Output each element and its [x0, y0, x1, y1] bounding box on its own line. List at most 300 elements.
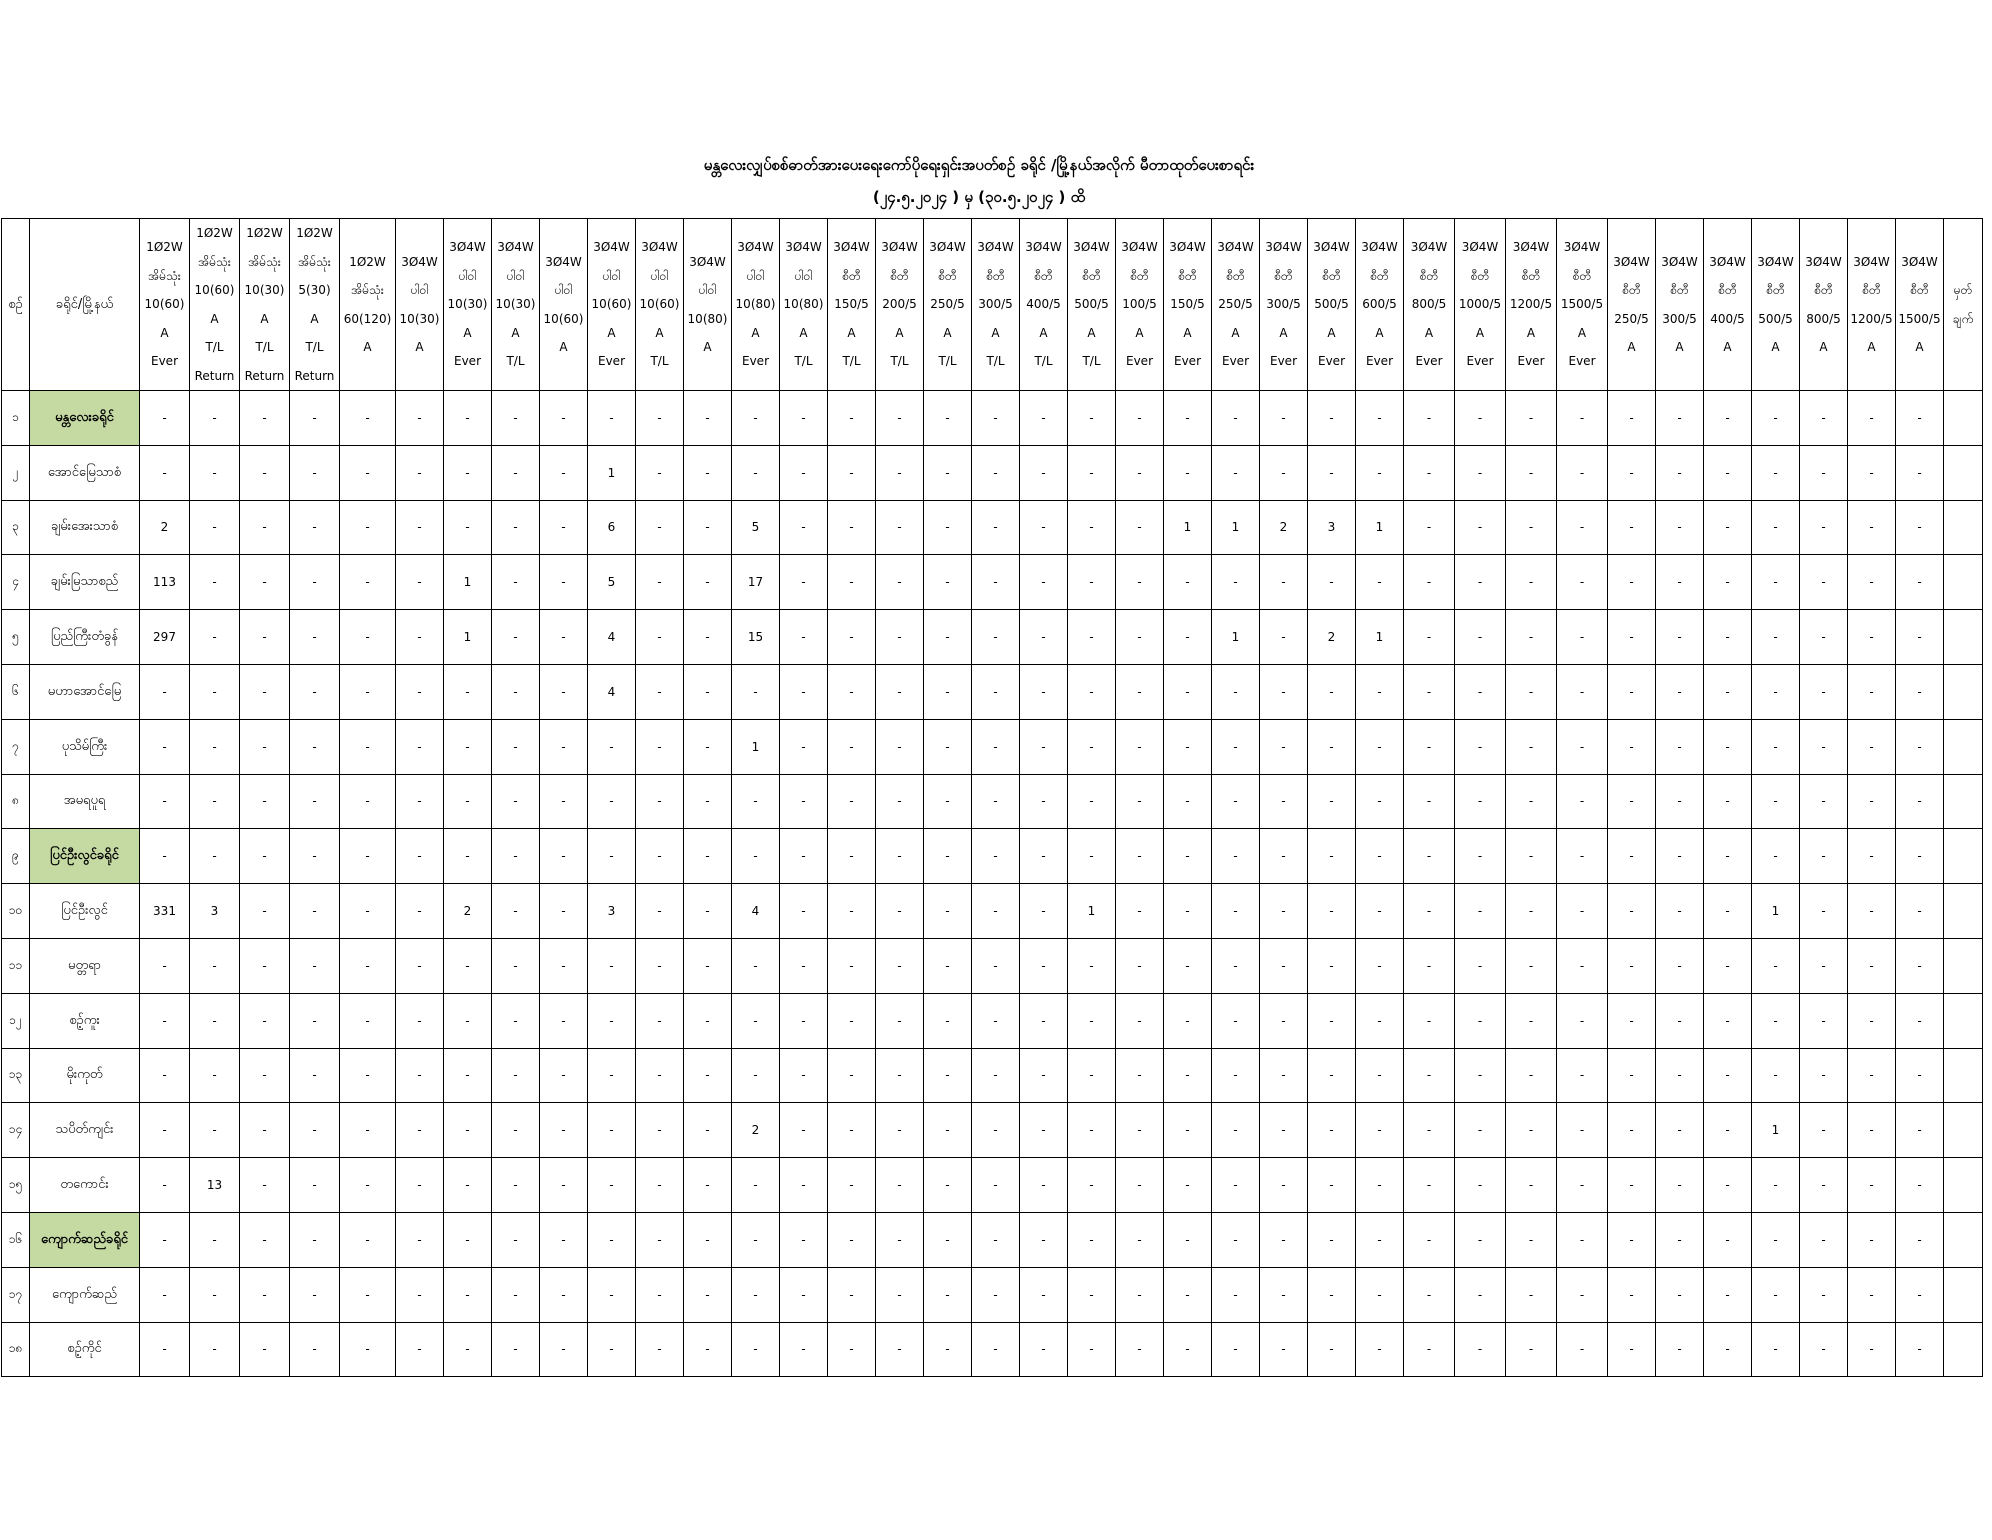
value-cell: - [240, 1048, 290, 1103]
value-cell: - [588, 1267, 636, 1322]
header-line: 600/5 [1362, 297, 1397, 312]
value-cell: - [1455, 1048, 1506, 1103]
value-cell: - [1404, 829, 1455, 884]
header-line: 250/5 [1614, 311, 1649, 326]
header-line: 1Ø2W [146, 240, 183, 255]
header-line: A [655, 325, 664, 340]
value-cell: - [540, 391, 588, 446]
header-line: 1Ø2W [349, 254, 386, 269]
value-cell: 4 [588, 664, 636, 719]
header-line: ပါဝါ [794, 268, 813, 283]
header-line: စီတီ [1274, 268, 1293, 283]
value-cell: - [1404, 1212, 1455, 1267]
value-cell: - [876, 1158, 924, 1213]
value-cell: - [972, 774, 1020, 829]
header-line: T/L [938, 354, 957, 369]
value-cell: - [1455, 829, 1506, 884]
value-cell: - [1212, 1267, 1260, 1322]
value-cell: - [1848, 1158, 1896, 1213]
header-line: ပါဝါ [602, 268, 621, 283]
value-cell: - [1164, 719, 1212, 774]
value-cell: - [444, 993, 492, 1048]
value-cell: - [1308, 1048, 1356, 1103]
value-cell: - [684, 829, 732, 884]
value-cell: - [780, 555, 828, 610]
value-cell: - [1800, 500, 1848, 555]
header-line: T/L [1082, 354, 1101, 369]
header-line: 200/5 [882, 297, 917, 312]
value-cell: - [924, 664, 972, 719]
value-cell: - [732, 774, 780, 829]
header-line: T/L [506, 354, 525, 369]
row-serial: ၈ [2, 774, 30, 829]
value-cell: - [1506, 1048, 1557, 1103]
value-cell: - [290, 1158, 340, 1213]
value-cell: - [1704, 938, 1752, 993]
value-cell: - [1212, 664, 1260, 719]
value-cell: - [1020, 1267, 1068, 1322]
value-cell: - [1068, 993, 1116, 1048]
remarks-cell [1944, 555, 1983, 610]
header-column [1608, 219, 1656, 391]
value-cell: 1 [1068, 884, 1116, 939]
value-cell: - [828, 993, 876, 1048]
value-cell: - [140, 1267, 190, 1322]
value-cell: - [1656, 555, 1704, 610]
header-column [444, 219, 492, 391]
header-line: Ever [742, 354, 769, 369]
value-cell: - [1455, 774, 1506, 829]
value-cell: - [492, 664, 540, 719]
value-cell: - [1608, 774, 1656, 829]
remarks-cell [1944, 664, 1983, 719]
value-cell: - [1455, 938, 1506, 993]
value-cell: - [1212, 719, 1260, 774]
header-line: 3Ø4W [1410, 240, 1448, 255]
header-line: Return [194, 368, 235, 383]
header-line: Return [244, 368, 285, 383]
value-cell: - [972, 1048, 1020, 1103]
value-cell: - [140, 1322, 190, 1377]
value-cell: - [492, 884, 540, 939]
value-cell: - [1656, 938, 1704, 993]
value-cell: - [240, 938, 290, 993]
value-cell: - [444, 774, 492, 829]
value-cell: - [1404, 500, 1455, 555]
value-cell: - [396, 829, 444, 884]
header-line: စီတီ [1572, 268, 1592, 283]
header-line: စီတီ [1718, 283, 1737, 297]
value-cell: - [1704, 664, 1752, 719]
header-line: 3Ø4W [1805, 254, 1842, 269]
value-cell: - [1506, 555, 1557, 610]
value-cell: - [190, 391, 240, 446]
value-cell: - [1164, 1267, 1212, 1322]
value-cell: - [924, 391, 972, 446]
township-name-cell: ကျောက်ဆည် [30, 1267, 140, 1322]
value-cell: - [1557, 391, 1608, 446]
value-cell: - [1116, 664, 1164, 719]
value-cell: - [340, 664, 396, 719]
value-cell: 3 [190, 884, 240, 939]
value-cell: - [1020, 829, 1068, 884]
value-cell: - [290, 1103, 340, 1158]
value-cell: - [1404, 610, 1455, 665]
header-line: 5(30) [298, 283, 331, 297]
township-name-cell: အောင်မြေသာစံ [30, 445, 140, 500]
value-cell: - [1848, 719, 1896, 774]
value-cell: - [396, 500, 444, 555]
value-cell: - [1212, 555, 1260, 610]
header-column [1557, 219, 1608, 391]
value-cell: - [828, 1048, 876, 1103]
value-cell: - [1356, 1267, 1404, 1322]
header-line: 3Ø4W [1709, 254, 1746, 269]
header-remarks-line: မှတ် [1953, 283, 1973, 297]
value-cell: - [1308, 829, 1356, 884]
value-cell: - [540, 1322, 588, 1377]
remarks-cell [1944, 1048, 1983, 1103]
header-column [396, 219, 444, 391]
header-line: ပါဝါ [698, 283, 717, 297]
value-cell: - [1308, 664, 1356, 719]
header-line: 3Ø4W [1661, 254, 1698, 269]
header-line: 10(60) [144, 297, 185, 312]
header-line: 800/5 [1806, 311, 1841, 326]
header-line: ပါဝါ [650, 268, 669, 283]
header-line: Ever [1174, 354, 1201, 369]
header-line: 400/5 [1710, 311, 1745, 326]
table-row [2, 829, 1983, 884]
header-line: A [1867, 340, 1876, 354]
header-line: ပါဝါ [554, 283, 573, 297]
value-cell: - [1212, 829, 1260, 884]
value-cell: - [924, 610, 972, 665]
header-line: A [1627, 340, 1636, 354]
value-cell: - [972, 500, 1020, 555]
value-cell: - [540, 719, 588, 774]
value-cell: - [1800, 391, 1848, 446]
value-cell: - [780, 1103, 828, 1158]
value-cell: - [684, 774, 732, 829]
remarks-cell [1944, 884, 1983, 939]
row-serial: ၁၇ [2, 1267, 30, 1322]
value-cell: - [972, 445, 1020, 500]
value-cell: - [828, 555, 876, 610]
value-cell: - [1404, 664, 1455, 719]
header-line: T/L [1034, 354, 1053, 369]
value-cell: - [1608, 555, 1656, 610]
header-line: အိမ်သုံး [198, 254, 231, 269]
value-cell: - [876, 719, 924, 774]
value-cell: - [1404, 1322, 1455, 1377]
value-cell: - [492, 445, 540, 500]
header-line: 1500/5 [1560, 297, 1604, 312]
value-cell: - [1704, 884, 1752, 939]
value-cell: - [1212, 993, 1260, 1048]
value-cell: - [240, 884, 290, 939]
value-cell: - [1506, 884, 1557, 939]
value-cell: - [1455, 500, 1506, 555]
value-cell: - [1608, 1267, 1656, 1322]
value-cell: - [972, 1212, 1020, 1267]
value-cell: - [1752, 555, 1800, 610]
value-cell: - [924, 884, 972, 939]
header-line: 300/5 [1662, 311, 1697, 326]
header-line: 3Ø4W [545, 254, 582, 269]
value-cell: - [1557, 993, 1608, 1048]
value-cell: - [1068, 555, 1116, 610]
value-cell: - [340, 1103, 396, 1158]
value-cell: - [1557, 1322, 1608, 1377]
value-cell: - [1800, 555, 1848, 610]
value-cell: - [1455, 884, 1506, 939]
header-line: 3Ø4W [1025, 240, 1062, 255]
value-cell: 5 [732, 500, 780, 555]
value-cell: - [1404, 774, 1455, 829]
header-line: 3Ø4W [1169, 240, 1206, 255]
value-cell: - [732, 829, 780, 884]
value-cell: - [1506, 719, 1557, 774]
header-column [1752, 219, 1800, 391]
value-cell: - [1656, 719, 1704, 774]
value-cell: - [1455, 1103, 1506, 1158]
header-line: စီတီ [986, 268, 1005, 283]
value-cell: 1 [444, 555, 492, 610]
value-cell: - [140, 719, 190, 774]
value-cell: - [780, 391, 828, 446]
header-line: 150/5 [1170, 297, 1205, 312]
row-serial: ၁၂ [2, 993, 30, 1048]
value-cell: - [444, 1048, 492, 1103]
table-row [2, 610, 1983, 665]
district-name-cell: ပြင်ဦးလွင်ခရိုင် [30, 829, 140, 884]
row-serial: ၆ [2, 664, 30, 719]
value-cell: - [1896, 829, 1944, 884]
header-line: A [415, 340, 424, 354]
value-cell: - [636, 1158, 684, 1213]
header-line: 3Ø4W [929, 240, 966, 255]
header-line: T/L [986, 354, 1005, 369]
value-cell: - [1212, 391, 1260, 446]
value-cell: - [1455, 719, 1506, 774]
header-line: A [1327, 325, 1336, 340]
value-cell: - [1752, 1212, 1800, 1267]
value-cell: - [1404, 1267, 1455, 1322]
value-cell: - [1557, 500, 1608, 555]
value-cell: - [190, 938, 240, 993]
value-cell: - [684, 719, 732, 774]
value-cell: - [972, 664, 1020, 719]
value-cell: 1 [1356, 500, 1404, 555]
value-cell: - [290, 1212, 340, 1267]
value-cell: - [1896, 1158, 1944, 1213]
value-cell: - [780, 938, 828, 993]
header-line: Ever [151, 354, 178, 369]
remarks-cell [1944, 1212, 1983, 1267]
value-cell: - [1116, 884, 1164, 939]
value-cell: - [190, 500, 240, 555]
row-serial: ၁၃ [2, 1048, 30, 1103]
value-cell: - [1704, 500, 1752, 555]
value-cell: - [732, 993, 780, 1048]
header-line: 3Ø4W [1073, 240, 1110, 255]
value-cell: - [1656, 610, 1704, 665]
value-cell: 1 [1752, 884, 1800, 939]
value-cell: - [540, 500, 588, 555]
value-cell: - [732, 1212, 780, 1267]
value-cell: - [1800, 1048, 1848, 1103]
value-cell: - [1212, 774, 1260, 829]
value-cell: - [1164, 445, 1212, 500]
header-column [540, 219, 588, 391]
header-column [1116, 219, 1164, 391]
header-column [1356, 219, 1404, 391]
header-line: T/L [255, 340, 274, 354]
value-cell: - [780, 664, 828, 719]
value-cell: - [240, 719, 290, 774]
value-cell: - [140, 391, 190, 446]
value-cell: - [1260, 1103, 1308, 1158]
value-cell: - [636, 1212, 684, 1267]
value-cell: - [340, 1048, 396, 1103]
value-cell: - [1308, 884, 1356, 939]
value-cell: - [1704, 1212, 1752, 1267]
value-cell: - [780, 993, 828, 1048]
value-cell: 1 [1752, 1103, 1800, 1158]
township-name-cell: စဉ့်ကူး [30, 993, 140, 1048]
header-line: Return [294, 368, 335, 383]
header-column [190, 219, 240, 391]
value-cell: 17 [732, 555, 780, 610]
value-cell: - [1164, 1322, 1212, 1377]
header-line: စီတီ [1034, 268, 1053, 283]
value-cell: - [396, 1267, 444, 1322]
value-cell: - [1068, 500, 1116, 555]
header-line: A [363, 340, 372, 354]
header-line: 500/5 [1758, 311, 1793, 326]
value-cell: - [1656, 1103, 1704, 1158]
value-cell: - [1020, 774, 1068, 829]
value-cell: - [924, 938, 972, 993]
header-line: စီတီ [1322, 268, 1341, 283]
value-cell: - [140, 938, 190, 993]
value-cell: - [828, 391, 876, 446]
value-cell: - [1557, 1103, 1608, 1158]
value-cell: - [140, 1048, 190, 1103]
value-cell: - [1656, 1212, 1704, 1267]
value-cell: - [1308, 1212, 1356, 1267]
value-cell: - [1800, 884, 1848, 939]
header-line: စီတီ [1814, 283, 1833, 297]
value-cell: - [924, 555, 972, 610]
value-cell: - [972, 555, 1020, 610]
row-serial: ၁၀ [2, 884, 30, 939]
value-cell: - [340, 1267, 396, 1322]
value-cell: - [340, 884, 396, 939]
value-cell: - [780, 829, 828, 884]
remarks-cell [1944, 391, 1983, 446]
row-serial: ၁၈ [2, 1322, 30, 1377]
value-cell: - [1800, 829, 1848, 884]
value-cell: 1 [1212, 500, 1260, 555]
value-cell: - [1800, 1322, 1848, 1377]
value-cell: - [492, 719, 540, 774]
header-column [1800, 219, 1848, 391]
value-cell: - [1164, 391, 1212, 446]
value-cell: - [1404, 1103, 1455, 1158]
value-cell: - [340, 1322, 396, 1377]
header-line: 3Ø4W [1757, 254, 1794, 269]
table-row [2, 1322, 1983, 1377]
header-line: A [895, 325, 904, 340]
value-cell: - [1020, 664, 1068, 719]
value-cell: - [1356, 1103, 1404, 1158]
value-cell: - [780, 1322, 828, 1377]
value-cell: - [924, 1103, 972, 1158]
row-serial: ၅ [2, 610, 30, 665]
header-column [876, 219, 924, 391]
header-line: 500/5 [1074, 297, 1109, 312]
value-cell: - [1704, 445, 1752, 500]
value-cell: - [240, 664, 290, 719]
value-cell: - [1896, 1103, 1944, 1158]
value-cell: - [972, 884, 1020, 939]
value-cell: - [1848, 829, 1896, 884]
value-cell: - [1752, 610, 1800, 665]
value-cell: - [396, 938, 444, 993]
value-cell: - [1116, 774, 1164, 829]
table-row [2, 884, 1983, 939]
value-cell: - [924, 1267, 972, 1322]
value-cell: 1 [1356, 610, 1404, 665]
value-cell: - [1896, 1322, 1944, 1377]
header-line: 10(80) [687, 311, 728, 326]
value-cell: - [1656, 1158, 1704, 1213]
value-cell: - [876, 391, 924, 446]
header-line: T/L [890, 354, 909, 369]
header-line: 10(80) [783, 297, 824, 312]
value-cell: - [1896, 445, 1944, 500]
value-cell: - [1404, 719, 1455, 774]
value-cell: - [1455, 445, 1506, 500]
value-cell: - [636, 938, 684, 993]
value-cell: - [540, 1048, 588, 1103]
header-column [828, 219, 876, 391]
value-cell: - [876, 1048, 924, 1103]
value-cell: - [190, 445, 240, 500]
header-line: 10(80) [735, 297, 776, 312]
value-cell: - [1752, 1267, 1800, 1322]
value-cell: - [684, 555, 732, 610]
value-cell: - [684, 1103, 732, 1158]
district-name-cell: မန္တလေးခရိုင် [30, 391, 140, 446]
header-line: 3Ø4W [1461, 240, 1499, 255]
value-cell: - [1608, 500, 1656, 555]
value-cell: - [290, 938, 340, 993]
header-line: A [1231, 325, 1240, 340]
value-cell: - [1356, 1212, 1404, 1267]
value-cell: - [1212, 1048, 1260, 1103]
value-cell: - [1068, 445, 1116, 500]
value-cell: - [1068, 829, 1116, 884]
value-cell: - [1164, 1158, 1212, 1213]
header-column [636, 219, 684, 391]
value-cell: - [1704, 993, 1752, 1048]
header-line: 100/5 [1122, 297, 1157, 312]
township-name-cell: ချမ်းမြသာစည် [30, 555, 140, 610]
header-column [1020, 219, 1068, 391]
